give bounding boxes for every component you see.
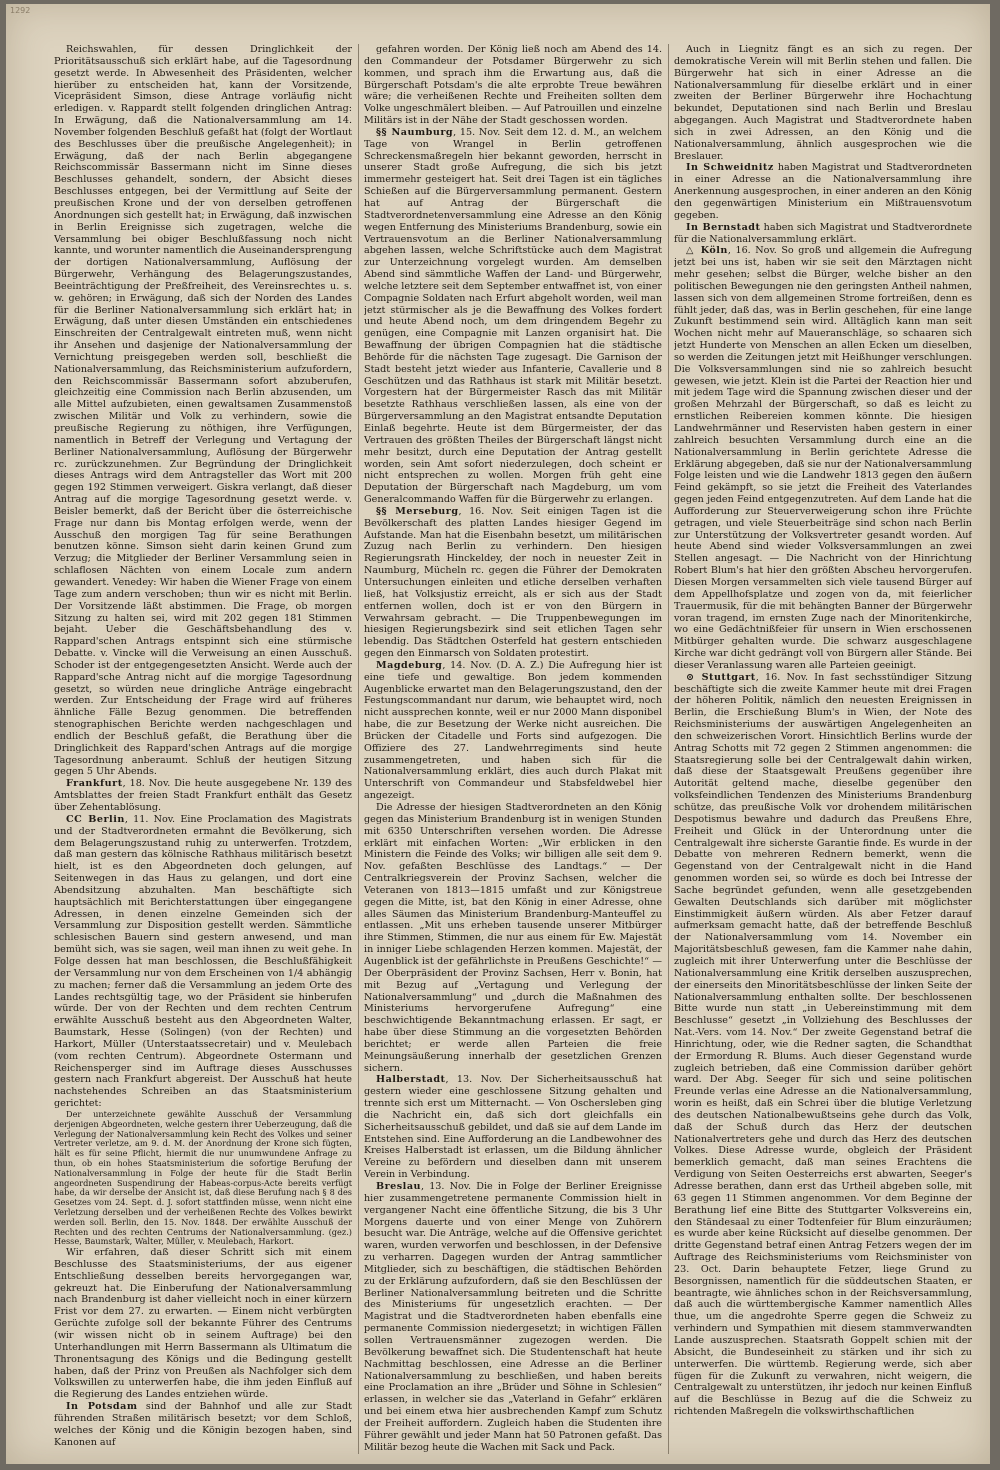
column-divider: [668, 44, 669, 1454]
paragraph-text: haben sich Magistrat und Stadtverordnete für die Nationalversammlung erklärt.: [674, 221, 972, 245]
dateline-heading: §§ Naumburg: [376, 126, 454, 138]
paragraph-text: , 11. Nov. Eine Proclamation des Magistrats und der Stadtverordneten ermahnt die Bevölkerung, sich dem Belagerungszustand ruhig zu unterwerfen. Trotzdem, daß man gestern das kölnische Rathhaus militärisch besetzt hielt, ist es den Abgeordneten doch gelungen, auf Seitenwegen in das Haus zu gelangen, und dort eine Abendsitzung abzuhalten. Man beschäftigte sich hauptsächlich mit Berichterstattungen über eingegangene Adressen, in denen einzelne Gemeinden sich der Versammlung zur Disposition gestellt werden. Sämmtliche schlesischen Bauern sind gestern anwesend, und man bemüht sich, was sie sagen, weil man ihnen zu weit gehe. In Folge dessen hat man beschlossen, die Beschlußfähigkeit der Versammlung nur von dem Erscheinen von 1/4 abhängig zu machen; ferner daß die Versammlung an jedem Orte des Landes rechtsgültig tage, wo der Präsident sie hinberufen würde. Der von der Rechten und dem rechten Centrum erwählte Ausschuß besteht aus den Abgeordneten Walter, Baumstark, Hesse (Solingen) (von der Rechten) und Harkort, Müller (Unterstaatssecretair) und v. Meulebach (vom rechten Centrum). Abgeordnete Ostermann und Reichensperger sind im Auftrage dieses Ausschusses gestern nach Frankfurt abgereist. Der Ausschuß hat heute nachstehendes Schreiben an das Staatsministerium gerichtet:: [54, 813, 352, 1110]
paragraph-text: Auch in Liegnitz fängt es an sich zu regen. Der demokratische Verein will mit Berlin stehen und fallen. Die Bürgerwehr hat sich in einer Adresse an die Nationalversammlung für dieselbe erklärt und in einer zweiten der Berliner Bürgerwehr ihre Hochachtung bekundet, Deputationen sind nach Berlin und Breslau abgegangen. Auch Magistrat und Stadtverordnete haben sich in zwei Adressen, an den König und die Nationalversammlung, ähnlich ausgesprochen wie die Breslauer.: [674, 44, 972, 162]
paragraph-text: , 16. Nov. In fast sechsstündiger Sitzung beschäftigte sich die zweite Kammer heute mit drei Fragen der höheren Politik, nämlich den neuesten Ereignissen in Berlin, die Erschießung Blum's in Wien, der Note des Reichsministeriums der auswärtigen Angelegenheiten an den schweizerischen Vorort. Hinsichtlich Berlins wurde der Antrag Schotts mit 72 gegen 2 Stimmen angenommen: die Staatsregierung solle bei der Centralgewalt dahin wirken, daß diese der Staatsgewalt Preußens gegenüber ihre Autorität geltend mache, dieselbe gegenüber den volksfeindlichen Tendenzen des Ministeriums Brandenburg schütze, das preußische Volk vor drohendem militärischen Despotismus bewahre und dadurch das Preußens Ehre, Freiheit und Glück in der Unterordnung unter die Centralgewalt ihre sicherste Garantie finde. Es wurde in der Debatte von mehreren Rednern bemerkt, wenn die Gegenstand von der Centralgewalt nicht in die Hand genommen worden sei, so würde es doch bei Intresse der Sache begründet gefunden, wenn alle gesetzgebenden Gewalten Deutschlands sich darüber mit möglichster Einstimmigkeit äußern würden. Als aber Fetzer darauf aufmerksam gemacht hatte, daß der betreffende Beschluß der Nationalversammlung vom 14. November ein Majoritätsbeschluß gewesen, fam die Kammer nahe dahin, zugleich mit ihrer Unterwerfung unter die Beschlüsse der Nationalversammlung eine Kritik derselben auszusprechen, der einerseits den Minoritätsbeschlüsse der linken Seite der Nationalversammlung enthalten sollte. Der beschlossenen Bitte wurde nun statt „in Uebereinstimmung mit dem Beschlusse“ gesetzt „in Vollziehung des Beschlusses der Nat.-Vers. vom 14. Nov.“ Der zweite Gegenstand betraf die Hinrichtung, oder, wie die Redner sagten, die Schandthat der Ermordung R. Blums. Auch dieser Gegenstand wurde zugleich betrieben, daß eine Commission darüber gehört ward. Der Abg. Seeger für sich und seine politischen Freunde verlas eine Adresse an die Nationalversammlung, worin es heißt, daß ein Schrei über die blutige Verletzung des deutschen Nationalbewußtseins gehe durch das Volk, daß der Schuß durch das Herz der deutschen Nationalvertreters gehe und durch das Herz des deutschen Volkes. Diese Adresse wurde, obgleich der Präsident bemerklich gemacht, daß man seines Erachtens die Verdigung von Seiten Oesterreichs erst abwarten, Seeger's Adresse berathen, dann erst das Urtheil abgeben solle, mit 63 gegen 11 Stimmen angenommen. Vor dem Beginne der Berathung lief eine Bitte des Stuttgarter Volksvereins ein, den Ständesaal zu einer Todtenfeier für Blum einzuräumen; es wurde aber keine Rücksicht auf dieselbe genommen. Der dritte Gegenstand betraf einen Antrag Fetzers wegen der im Auftrage des Reichsministeriums vom Reichsminister von 23. Oct. Darin behauptete Fetzer, liege Grund zu Besorgnissen, namentlich für die süddeutschen Staaten, er beantragte, wie ähnliches schon in der Reichsversammlung, daß auch die württembergische Kammer namentlich Alles thue, um die angedrohte Sperre gegen die Schweiz zu verhindern und Sympathien mit diesem stammverwandten Lande auszusprechen. Staatsrath Goppelt schien mit der Absicht, die Bundeseinheit zu stärken und ihr sich zu unterwerfen. Die württemb. Regierung werde, sich aber fügen für die Zukunft zu verwahren, nicht weigern, die Centralgewalt zu unterstützen, ihr jedoch nur keinen Einfluß auf die Beschlüsse in Bezug auf die die Schweiz zu richtenden Maßregeln die volkswirthschaftlichen: [674, 671, 972, 1418]
column-divider: [358, 44, 359, 1454]
paragraph-text: gefahren worden. Der König ließ noch am Abend des 14. den Commandeur der Potsdamer Bürgerwehr zu sich kommen, und sprach ihm die Erwartung aus, daß die Bürgerschaft Potsdam's die alte erprobte Treue bewähren wäre; die verheißenen Rechte und Freiheiten sollten dem Volke ungeschmälert bleiben. — Auf Patrouillen und einzelne Militärs ist in der Nähe der Stadt geschossen worden.: [364, 44, 662, 127]
article-paragraph: [674, 44, 972, 162]
paragraph-text: , 14. Nov. (D. A. Z.) Die Aufregung hier ist eine tiefe und gewaltige. Bon jedem kommenden Augenblicke erwartet man den Belagerungszustand, den der Festungscommandant nur darum, wie behauptet wird, noch nicht aussprechen konnte, weil er nur 2000 Mann disponibel habe, die zur Besetzung der Werke nicht ausreichen. Die Brücken der Citadelle und Forts sind aufgezogen. Die Offiziere des 27. Landwehrregiments sind heute zusammengetreten, und haben sich für die Nationalversammlung erklärt, dies auch durch Plakat mit Unterschrift von Commandeur und Stabsfeldwebel hier angezeigt.: [364, 659, 662, 802]
article-paragraph: [54, 1247, 352, 1401]
column-left: [54, 44, 352, 1456]
article-paragraph: [364, 1074, 662, 1181]
paragraph-text: Wir erfahren, daß dieser Schritt sich mit einem Beschlusse des Staatsministeriums, der aus eigener Entschließung desselben bereits hervorgegangen war, gekreuzt hat. Die Einberufung der Nationalversammlung nach Brandenburg ist daher vielleicht noch in einer kürzern Frist vor dem 27. zu erwarten. — Einem nicht verbürgten Gerüchte zufolge soll der bekannte Führer des Centrums (wir wissen nicht ob in seinem Auftrage) bei den Unterhandlungen mit Herrn Bassermann als Ultimatum die Thronentsagung des Königs und die Bedingung gestellt haben, daß der Prinz von Preußen als Nachfolger sich dem Volkswillen zu unterwerfen habe, die ihm jeden Einfluß auf die Regierung des Landes entziehen würde.: [54, 1247, 352, 1401]
article-paragraph: [674, 162, 972, 221]
paragraph-text: , 18. Nov. Die heute ausgegebene Nr. 139 des Amtsblattes der freien Stadt Frankfurt enthält das Gesetz über Zehentablösung.: [54, 778, 352, 813]
article-paragraph: [364, 660, 662, 802]
dateline-heading: In Potsdam: [66, 1401, 138, 1413]
paragraph-text: Die Adresse der hiesigen Stadtverordneten an den König gegen das Ministerium Brandenburg ist in wenigen Stunden mit 6350 Unterschriften versehen worden. Die Adresse erklärt mit einfachen Worten: „Wir erblicken in den Ministern die Feinde des Volks; wir billigen alle seit dem 9. Nov. gefaßten Beschlüsse des Landtags.“ — Der Centralkriegsverein der Provinz Sachsen, welcher die Veteranen von 1813—1815 umfaßt und zur Königstreue gegen die Mitte, ist, bat den König in einer Adresse, ohne alles Säumen das Ministerium Brandenburg-Manteuffel zu entlassen. „Mit uns erheben tausende unserer Mitbürger ihre Stimmen, Stimmen, die nur aus einem für Ew. Majestät in inniger Liebe schlagenden Herzen kommen. Majestät, der Augenblick ist der gefährlichste in Preußens Geschichte!“ — Der Oberpräsident der Provinz Sachsen, Herr v. Bonin, hat mit Bezug auf „Vertagung und Verlegung der Nationalversammlung“ und „durch die Maßnahmen des Ministeriums hervorgerufene Aufregung“ eine beschwichtigende Bekanntmachung erlassen. Er sagt, er habe über diese Stimmung an die vorgesetzten Behörden berichtet; er werde allen Parteien die freie Meinungsäußerung innerhalb der gesetzlichen Grenzen sichern.: [364, 802, 662, 1074]
article-paragraph: [54, 44, 352, 778]
dateline-heading: In Bernstadt: [686, 221, 761, 233]
article-paragraph: [364, 506, 662, 660]
article-paragraph: [54, 814, 352, 1110]
dateline-heading: CC Berlin: [66, 813, 125, 825]
paragraph-text: , 13. Nov. Die in Folge der Berliner Ereignisse hier zusammengetretene permanente Commission hielt in vergangener Nacht eine öffentliche Sitzung, die bis 3 Uhr Morgens dauerte und von einer Menge von Zuhörern besucht war. Die Anträge, welche auf die Offensive gerichtet waren, wurden verworfen und beschlossen, in der Defensive zu verharren. Dagegen wurden der Antrag sammtlicher Mitglieder, sich zu beschäftigen, die städtischen Behörden zu der Erklärung aufzufordern, daß sie den Beschlüssen der Berliner Nationalversammlung beitreten und die Schritte des Ministeriums für ungesetzlich erachten. — Der Magistrat und die Stadtverordneten haben ebenfalls eine permanente Commission niedergesetzt; in wichtigen Fällen sollen Vertrauensmänner zugezogen werden. Die Bevölkerung bewaffnet sich. Die Studentenschaft hat heute Nachmittag beschlossen, eine Adresse an die Berliner Nationalversammlung zu beschließen, und haben bereits eine Proclamation an ihre „Brüder und Söhne in Schlesien“ erlassen, in welcher sie das „Vaterland in Gefahr“ erklären und bei einem etwa hier ausbrechenden Kampf zum Schutz der Freiheit auffordern. Zugleich haben die Studenten ihre Führer gewählt und jeder Mann hat 50 Patronen gefaßt. Das Militär bezog heute die Wachen mit Sack und Pack.: [364, 1181, 662, 1453]
article-paragraph: [674, 672, 972, 1418]
dateline-heading: Halberstadt: [376, 1074, 446, 1086]
paragraph-text: Der unterzeichnete gewählte Ausschuß der Versammlung derjenigen Abgeordneten, welche gestern ihrer Ueberzeugung, daß die Verlegung der Nationalversammlung kein Recht des Volkes und seiner Vertreter verletze, am 9. d. M. der Anordnung der Krone sich fügten, hält es für seine Pflicht, hiermit die nur unumwundene Anfrage zu thun, ob ein hohes Staatsministerium die sofortige Berufung der Nationalversammlung in Folge der heute für die Stadt Berlin angeordneten Suspendirung der Habeas-corpus-Acte bereits verfügt habe, da wir derselbe der Ansicht ist, daß diese Berufung nach § 8 des Gesetzes vom 24. Sept. d. J. sofort stattfinden müsse, wenn nicht eine Verletzung derselben und der verheißenen Rechte des Volkes bewirkt werden soll. Berlin, den 15. Nov. 1848. Der erwählte Ausschuß der Rechten und des rechten Centrums der Nationalversammlung. (gez.) Hesse, Baumstark, Walter, Müller, v. Meulebach, Harkort.: [54, 1108, 352, 1247]
dateline-heading: §§ Merseburg: [376, 505, 459, 517]
paragraph-text: sind der Bahnhof und alle zur Stadt führenden Straßen militärisch besetzt; vor dem Schloß, welches der König und die Königin bezogen haben, sind Kanonen auf: [54, 1401, 352, 1448]
article-paragraph: [364, 127, 662, 506]
newspaper-page: [6, 4, 990, 1464]
article-paragraph: [364, 802, 662, 1074]
dateline-heading: Breslau: [376, 1181, 422, 1192]
dateline-heading: Frankfurt: [66, 778, 123, 790]
article-paragraph: [54, 1110, 352, 1247]
dateline-heading: △ Köln: [686, 245, 728, 257]
article-paragraph: [54, 1401, 352, 1448]
article-paragraph: [364, 44, 662, 127]
dateline-heading: Magdeburg: [376, 659, 443, 671]
paragraph-text: Reichswahlen, für dessen Dringlichkeit der Prioritätsausschuß sich erklärt habe, auf die Tagesordnung gesetzt werde. In Abwesenheit des Präsidenten, welcher hierüber zu entscheiden hat, kann der Vorsitzende, Vicepräsident Simson, diese Antrage vorläufig nicht erledigen. v. Rappardt stellt folgenden dringlichen Antrag: In Erwägung, daß die Nationalversammlung am 14. November folgenden Beschluß gefaßt hat (folgt der Wortlaut des Beschlusses über die preußische Angelegenheit); in Erwägung, daß der nach Berlin abgegangene Reichscommissär Bassermann nicht im Sinne dieses Beschlusses gehandelt, sondern, der Absicht dieses Beschlusses entgegen, bei der Vermittlung auf Seite der preußischen Krone und der von derselben getroffenen Anordnungen sich gestellt hat; in Erwägung, daß inzwischen in Berlin Ereignisse sich zugetragen, welche die Versammlung bei obiger Beschlußfassung noch nicht kannte, und worunter namentlich die Auseinandersprengung der dortigen Nationalversammlung, Auflösung der Bürgerwehr, Verhängung des Belagerungszustandes, Beeinträchtigung der Preßfreiheit, des Vereinsrechtes u. s. w. gehören; in Erwägung, daß sich der Norden des Landes für die Berliner Nationalversammlung sich erklärt hat; in Erwägung, daß unter diesen Umständen ein entschiedenes Einschreiten der Centralgewalt eintreten muß, wenn nicht ihr Ansehen und dasjenige der Nationalversammlung der Vernichtung preisgegeben werden soll, beschließt die Nationalversammlung, das Reichsministerium aufzufordern, den Reichscommissär Bassermann sofort abzuberufen, gleichzeitig eine Commission nach Berlin abzusenden, um alle Mittel aufzubieten, einen gewaltsamen Zusammenstoß zwischen Militär und Volk zu verhindern, sowie die preußische Regierung zu nöthigen, ihre Verfügungen, namentlich in Betreff der Verlegung und Vertagung der Berliner Nationalversammlung, Auflösung der Bürgerwehr rc. zurückzunehmen. Zur Begründung der Dringlichkeit dieses Antrags wird dem Antragsteller das Wort mit 200 gegen 192 Stimmen verweigert. Giskra verlangt, daß dieser Antrag auf die morgige Tagesordnung gesetzt werde. v. Beisler bemerkt, daß der Bericht über die österreichische Frage nur dann bis Montag erfolgen werde, wenn der Ausschuß den morgigen Tag für seine Berathungen benutzen könne. Simson sieht darin keinen Grund zum Verzug; die Mitglieder der Berliner Versammlung seien in schlaflosen Nächten von einem Locale zum andern gewandert. Venedey: Wir haben die Wiener Frage von einem Tage zum andern verschoben; thun wir es nicht mit Berlin. Der Vorsitzende läßt abstimmen. Die Frage, ob morgen Sitzung zu halten sei, wird mit 202 gegen 181 Stimmen bejaht. Ueber die Geschäftsbehandlung des v. Rappard'schen Antrags entspinnt sich eine stürmische Debatte. v. Vincke will die Verweisung an einen Ausschuß. Schoder ist der entgegengesetzten Ansicht. Werde auch der Rappard'sche Antrag nicht auf die morgige Tagesordnung gesetzt, so würden neue dringliche Anträge eingebracht werden. Zur Entscheidung der Frage wird auf früheres ähnliche Fälle Bezug genommen. Die betreffenden stenographischen Berichte werden nachgeschlagen und endlich der Beschluß gefaßt, die Berathung über die Dringlichkeit des Rappard'schen Antrags auf die morgige Tagesordnung anberaumt. Schluß der heutigen Sitzung gegen 5 Uhr Abends.: [54, 44, 352, 778]
article-paragraph: [674, 222, 972, 246]
column-right: [674, 44, 972, 1456]
article-paragraph: [364, 1181, 662, 1453]
article-paragraph: [674, 245, 972, 671]
column-middle: [364, 44, 662, 1456]
paragraph-text: , 15. Nov. Seit dem 12. d. M., an welchem Tage von Wrangel in Berlin getroffenen Schreckensmaßregeln hier bekannt geworden, herrscht in unserer Stadt große Aufregung, die sich bis jetzt immermehr gesteigert hat. Seit drei Tagen ist ein tägliches Schießen auf die Bürgerversammlung permanent. Gestern hat auf Antrag der Bürgerschaft die Stadtverordnetenversammlung eine Adresse an den König wegen Entfernung des Ministeriums Brandenburg, sowie ein Vertrauensvotum an die Berliner Nationalversammlung abgehen lassen, welche Schriftstücke auch dem Magistrat zur Unterzeichnung vorgelegt wurden. Am demselben Abend sind sämmtliche Waffen der Land- und Bürgerwehr, welche letztere seit dem September entwaffnet ist, von einer Compagnie Soldaten nach Erfurt abgeholt worden, weil man jetzt stürmischer als je die Bewaffnung des Volkes fordert und heute Abend noch, um dem dringendem Begehr zu genügen, eine Compagnie mit Lanzen organisirt hat. Die Bewaffnung der übrigen Compagnien hat die städtische Behörde für die nächsten Tage zugesagt. Die Garnison der Stadt besteht jetzt wieder aus Infanterie, Cavallerie und 8 Geschützen und das Rathhaus ist stark mit Militär besetzt. Vorgestern hat der Bürgermeister Rasch das mit Militär besetzte Rathhaus verschließen lassen, als eine von der Bürgerversammlung an den Magistrat entsandte Deputation Einlaß begehrte. Heute ist dem Bürgermeister, der das Vertrauen des größten Theiles der Bürgerschaft längst nicht mehr besitzt, durch eine Deputation der Antrag gestellt worden, sein Amt sofort niederzulegen, doch scheint er nicht entsprechen zu wollen. Morgen früh geht eine Deputation der Bürgerschaft nach Magdeburg, um vom Generalcommando Waffen für die Bürgerwehr zu erlangen.: [364, 126, 662, 506]
paragraph-text: haben Magistrat und Stadtverordneten in einer Adresse an die Nationalversammlung ihre Anerkennung ausgesprochen, in einer anderen an den König den gegenwärtigen Ministerium ein Mißtrauensvotum gegeben.: [674, 162, 972, 221]
article-paragraph: [54, 778, 352, 814]
paragraph-text: , 13. Nov. Der Sicherheitsausschuß hat gestern wieder eine geschlossene Sitzung gehalten und trennte sich erst um Mitternacht. — Von Oschersleben ging die Nachricht ein, daß sich dort gleichfalls ein Sicherheitsausschuß gebildet, und daß sie auf dem Lande im Entstehen sind. Eine Aufforderung an die Landbewohner des Kreises Halberstadt ist erlassen, um die Bildung ähnlicher Vereine zu befördern und dieselben dann mit unserem Verein in Verbindung.: [364, 1074, 662, 1181]
dateline-heading: In Schweidnitz: [686, 162, 774, 174]
dateline-heading: ⊙ Stuttgart: [686, 671, 756, 683]
paragraph-text: , 16. Nov. Seit einigen Tagen ist die Bevölkerschaft des platten Landes hiesiger Gegend im Aufstande. Man hat die Eisenbahn besetzt, um militärischen Zuzug nach Berlin zu verhindern. Den hiesigen Regierungsrath Hinckeldey, der noch in neuester Zeit in Naumburg, Mücheln rc. gegen die Führer der Demokraten Untersuchungen einleiten und etliche derselben verhaften ließ, hat Volksjustiz erreicht, als er sich aus der Stadt entfernen wollen, doch ist er von den Bürgern in Verwahrsam gebracht. — Die Truppenbewegungen im hiesigen Regierungsbezirk sind seit etlichen Tagen sehr lebendig. Das Städtchen Osterfeld hat gestern entschieden gegen den Einmarsch von Soldaten protestirt.: [364, 505, 662, 660]
page-number: 1292: [10, 6, 31, 15]
paragraph-text: , 16. Nov. So groß und allgemein die Aufregung jetzt bei uns ist, haben wir sie seit den Märztagen nicht mehr gesehen; selbst die Bürger, welche bisher an den politischen Bewegungen nie den geringsten Antheil nahmen, lassen sich von dem allgemeinen Strome fortreißen, denn es fühlt jeder, daß das, was in Berlin geschehen, für eine lange Zukunft bestimmend sein wird. Alltäglich kann man seit Wochen nicht mehr auf Maueranschläge, so schaaren sich jetzt Hunderte von Menschen an allen Ecken um dieselben, so werden die Zeitungen jetzt mit Heißhunger verschlungen. Die Volksversammlungen sind nie so zahlreich besucht gewesen, wie jetzt. Klein ist die Partei der Reaction hier und mit jedem Tage wird die Spannung zwischen dieser und der großen Mehrzahl der Bürgerschaft, so daß es leicht zu ernstlichen Reibereien kommen könnte. Die hiesigen Landwehrmänner und Reservisten haben gestern in einer zahlreich besuchten Versammlung durch eine an die Nationalversammlung in Berlin gerichtete Adresse die Erklärung abgegeben, daß sie nur der Nationalversammlung Folge leisten und wie die Landwehr 1813 gegen den äußern Feind gekämpft, so sie jetzt die Freiheit des Vaterlandes gegen jeden Feind entgegenzutreten. Auf dem Lande hat die Aufforderung zur Steuerverweigerung schon ihre Früchte getragen, und viele Steuerbeiträge sind schon nach Berlin zur Unterstützung der Volksvertreter gesandt worden. Auf heute Abend sind wieder Volksversammlungen an zwei Stellen angesagt. — Die Nachricht von der Hinrichtung Robert Blum's hat hier den größten Abscheu hervorgerufen. Diesen Morgen versammelten sich viele tausend Bürger auf dem Appellhofsplatze und zogen von da, mit feierlicher Trauermusik, für die mit behängten Banner der Bürgerwehr voran tragend, im ernsten Zuge nach der Minoritenkirche, wo eine Gedächtnißfeier für unsern in Wien erschossenen Mitbürger gehalten wurde. Die schwarz ausgeschlagene Kirche war dicht gedrängt voll von Bürgern aller Stände. Bei dieser Veranlassung waren alle Parteien geeinigt.: [674, 245, 972, 671]
